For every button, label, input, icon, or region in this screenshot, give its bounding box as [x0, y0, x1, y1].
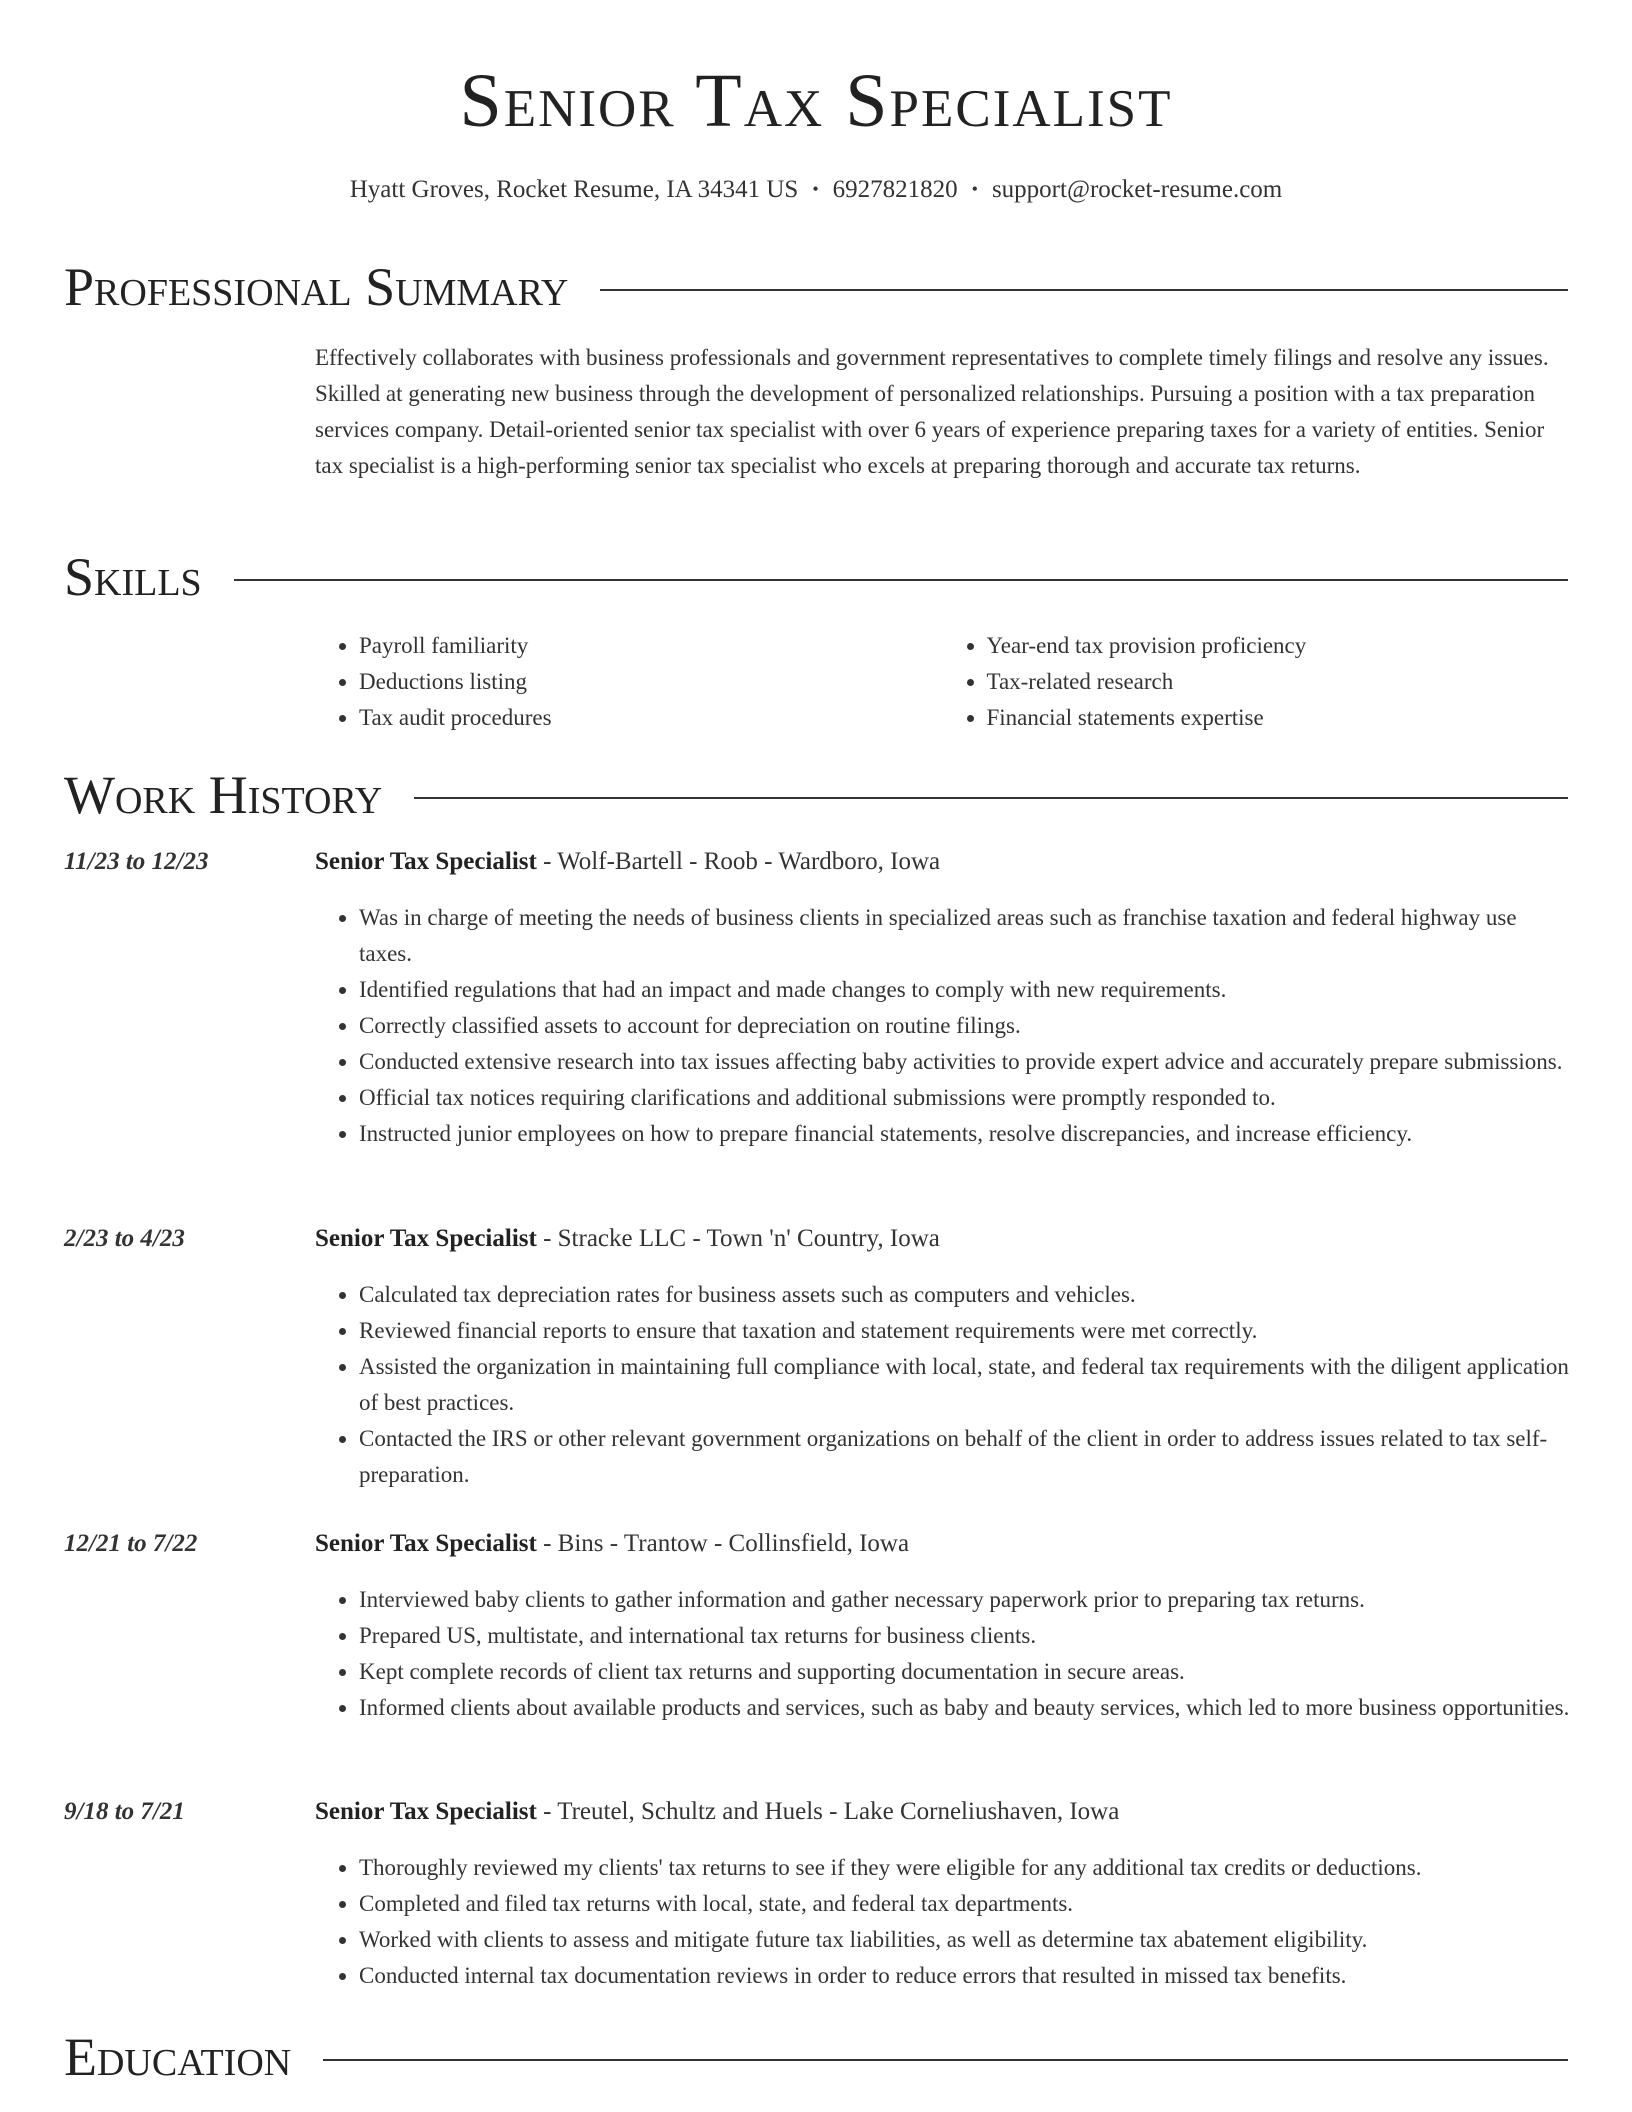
skill-item: • Payroll familiarity — [359, 628, 943, 664]
section-header-summary — [64, 257, 1568, 317]
contact-separator: • — [971, 179, 978, 199]
job-bullet: • Prepared US, multistate, and international tax returns for business clients. — [359, 1618, 1570, 1654]
job-role: Senior Tax Specialist — [315, 1798, 537, 1825]
job-dates: 11/23 to 12/23 — [64, 848, 209, 875]
section-title-education: Education — [64, 2027, 292, 2087]
section-divider — [234, 579, 1568, 581]
job-role: Senior Tax Specialist — [315, 1225, 537, 1252]
summary-text: Effectively collaborates with business professionals and government representatives to complete timely filings and resolve any issues. Skilled at generating new business through the development of personalized relationships. Pursuing a position with a tax preparation services company. Detail-oriented senior tax specialist with over 6 years of experience preparing taxes for a variety of entities. Senior tax specialist is a high-performing senior tax specialist who excels at preparing thorough and accurate tax returns. — [315, 345, 1549, 478]
job-bullets — [315, 1277, 1570, 1493]
job-dates: 9/18 to 7/21 — [64, 1798, 185, 1825]
section-title-skills: Skills — [64, 547, 202, 607]
job-header — [315, 848, 940, 876]
skill-item: • Financial statements expertise — [987, 700, 1571, 736]
job-bullet: • Thoroughly reviewed my clients' tax returns to see if they were eligible for any additional tax credits or deductions. — [359, 1850, 1570, 1886]
job-details: - Bins - Trantow - Collinsfield, Iowa — [536, 1530, 910, 1557]
job-bullet: • Assisted the organization in maintaining full compliance with local, state, and federal tax requirements with the diligent application of best practices. — [359, 1349, 1570, 1421]
contact-phone: 6927821820 — [832, 176, 958, 203]
job-bullets — [315, 1582, 1570, 1726]
job-bullet: • Instructed junior employees on how to prepare financial statements, resolve discrepancies, and increase efficiency. — [359, 1116, 1570, 1152]
contact-line — [0, 176, 1632, 204]
job-bullet: • Conducted extensive research into tax issues affecting baby activities to provide expert advice and accurately prepare submissions. — [359, 1044, 1570, 1080]
job-bullet: • Kept complete records of client tax returns and supporting documentation in secure areas. — [359, 1654, 1570, 1690]
job-bullet: • Was in charge of meeting the needs of business clients in specialized areas such as franchise taxation and federal highway use taxes. — [359, 900, 1570, 972]
job-bullet: • Worked with clients to assess and mitigate future tax liabilities, as well as determine tax abatement eligibility. — [359, 1922, 1570, 1958]
section-title-work-history: Work History — [64, 765, 383, 825]
job-bullet: • Official tax notices requiring clarifications and additional submissions were promptly responded to. — [359, 1080, 1570, 1116]
contact-address: Hyatt Groves, Rocket Resume, IA 34341 US — [349, 176, 799, 203]
section-divider — [600, 289, 1568, 291]
job-header — [315, 1225, 940, 1253]
job-bullet: • Completed and filed tax returns with local, state, and federal tax departments. — [359, 1886, 1570, 1922]
skills-column-left — [315, 628, 943, 736]
job-bullet: • Correctly classified assets to account for depreciation on routine filings. — [359, 1008, 1570, 1044]
job-header — [315, 1798, 1119, 1826]
section-divider — [414, 797, 1568, 799]
contact-email: support@rocket-resume.com — [991, 176, 1283, 203]
section-title-summary: Professional Summary — [64, 257, 569, 317]
skill-item: • Year-end tax provision proficiency — [987, 628, 1571, 664]
job-dates: 12/21 to 7/22 — [64, 1530, 198, 1557]
job-details: - Wolf-Bartell - Roob - Wardboro, Iowa — [536, 848, 941, 875]
job-bullets — [315, 1850, 1570, 1994]
section-header-work-history — [64, 765, 1568, 825]
resume-name: Senior Tax Specialist — [459, 59, 1173, 143]
skill-item: • Tax-related research — [987, 664, 1571, 700]
skill-item: • Deductions listing — [359, 664, 943, 700]
job-bullet: • Contacted the IRS or other relevant government organizations on behalf of the client in order to address issues related to tax self-preparation. — [359, 1421, 1570, 1493]
job-bullet: • Interviewed baby clients to gather information and gather necessary paperwork prior to preparing tax returns. — [359, 1582, 1570, 1618]
job-bullet: • Identified regulations that had an impact and made changes to comply with new requirements. — [359, 972, 1570, 1008]
contact-separator: • — [812, 179, 819, 199]
job-header — [315, 1530, 909, 1558]
job-details: - Treutel, Schultz and Huels - Lake Corneliushaven, Iowa — [536, 1798, 1120, 1825]
skill-item: • Tax audit procedures — [359, 700, 943, 736]
section-divider — [323, 2059, 1568, 2061]
skills-column-right — [943, 628, 1571, 736]
job-role: Senior Tax Specialist — [315, 1530, 537, 1557]
job-bullets — [315, 900, 1570, 1152]
job-bullet: • Calculated tax depreciation rates for business assets such as computers and vehicles. — [359, 1277, 1570, 1313]
section-header-skills — [64, 547, 1568, 607]
job-dates: 2/23 to 4/23 — [64, 1225, 185, 1252]
job-role: Senior Tax Specialist — [315, 848, 537, 875]
section-header-education — [64, 2027, 1568, 2087]
job-details: - Stracke LLC - Town 'n' Country, Iowa — [536, 1225, 940, 1252]
job-bullet: • Reviewed financial reports to ensure that taxation and statement requirements were met correctly. — [359, 1313, 1570, 1349]
job-bullet: • Conducted internal tax documentation reviews in order to reduce errors that resulted in missed tax benefits. — [359, 1958, 1570, 1994]
job-bullet: • Informed clients about available products and services, such as baby and beauty services, which led to more business opportunities. — [359, 1690, 1570, 1726]
skills-list — [315, 628, 1570, 736]
